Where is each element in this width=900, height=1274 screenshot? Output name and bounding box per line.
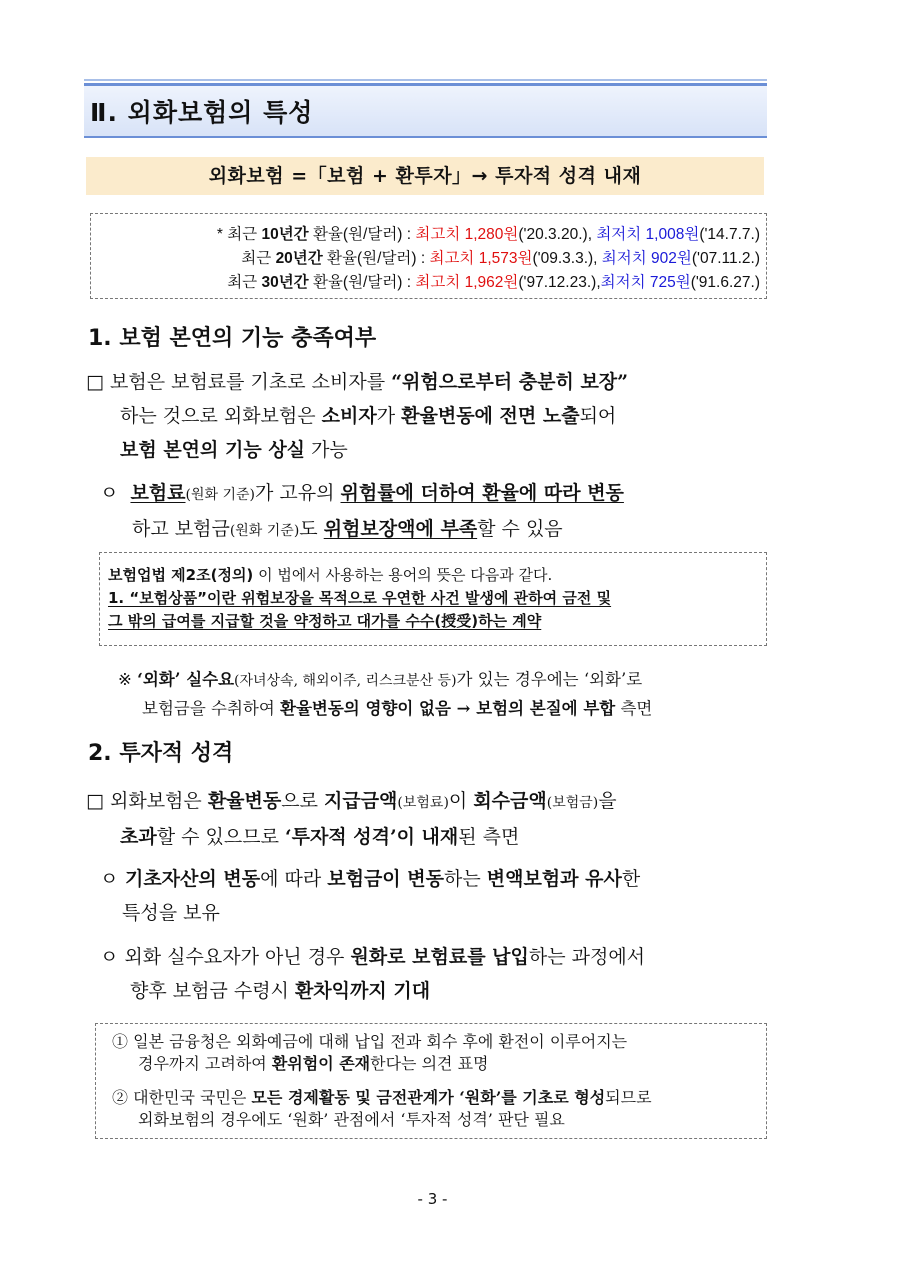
text: 이 [448, 790, 474, 812]
rate-line-10y [217, 222, 760, 244]
s2-paragraph-1 [86, 784, 617, 854]
text: 하는 과정에서 [528, 946, 646, 968]
bullet-circle-icon: ㅇ [100, 868, 119, 890]
rate-unit: 환율(원/달러) : [322, 250, 430, 267]
rate-period: 10년간 [261, 226, 309, 243]
text: 특성을 보유 [122, 902, 220, 924]
bold-text: 위험보장액에 부족 [323, 518, 478, 540]
bold-text: ‘투자적 성격’이 내재 [284, 826, 459, 848]
rate-high: 최고치 1,573원 [429, 250, 533, 267]
checkbox-square-icon: □ [86, 371, 104, 393]
rate-period: 30년간 [261, 274, 309, 291]
text: 보험은 보험료를 기초로 소비자를 [103, 371, 392, 393]
text: 하는 [443, 868, 487, 890]
text: 에 따라 [260, 868, 328, 890]
circled-number-icon: ② [112, 1088, 129, 1107]
s1-note [118, 666, 652, 723]
small-text: (보험금) [546, 795, 599, 811]
text: 된 측면 [458, 826, 520, 848]
bullet-circle-icon: ㅇ [100, 946, 119, 968]
bold-text: 기초자산의 변동 [118, 868, 261, 890]
law-title: 보험업법 제2조(정의) [108, 566, 254, 584]
text: 경우까지 고려하여 [138, 1054, 272, 1073]
bold-text: 보험료 [130, 482, 186, 504]
text: 대한민국 국민은 [128, 1088, 252, 1107]
text: 외화보험은 [103, 790, 208, 812]
exchange-rate-box [90, 213, 767, 299]
bold-text: 지급금액 [323, 790, 398, 812]
section-title: Ⅱ. 외화보험의 특성 [90, 98, 314, 127]
text: 향후 보험금 수령시 [130, 980, 295, 1002]
rate-low: 최저치 725원 [600, 274, 691, 291]
bold-text: 원화로 보험료를 납입 [350, 946, 529, 968]
text: 가 [376, 405, 402, 427]
text: 으로 [281, 790, 324, 812]
rate-high: 최고치 1,280원 [415, 226, 519, 243]
bold-text: 위험률에 더하여 환율에 따라 변동 [340, 482, 624, 504]
s2-paragraph-3 [100, 940, 645, 1008]
text: 되므로 [605, 1088, 652, 1107]
rate-high-date: ('20.3.20.), [518, 226, 597, 243]
small-text: (자녀상속, 해외이주, 리스크분산 등) [234, 673, 457, 689]
bold-text: 보험금이 변동 [327, 868, 444, 890]
law-text: 이 법에서 사용하는 용어의 뜻은 다음과 같다. [253, 566, 553, 584]
law-definition-line-1: 1. “보험상품”이란 위험보장을 목적으로 우연한 사건 발생에 관하여 금전 및 [108, 589, 612, 607]
rate-unit: 환율(원/달러) : [308, 274, 416, 291]
rate-line-30y [227, 270, 760, 292]
bold-text: 회수금액 [473, 790, 547, 812]
s2-paragraph-2 [100, 862, 640, 930]
rate-high: 최고치 1,962원 [415, 274, 519, 291]
rate-high-date: ('97.12.23.), [518, 274, 601, 291]
note-item-2 [112, 1087, 766, 1131]
law-excerpt-box [99, 552, 767, 646]
bullet-circle-icon: ㅇ [100, 482, 119, 504]
text: 한 [621, 868, 641, 890]
summary-bar: 외화보험 =「보험 + 환투자」→ 투자적 성격 내재 [86, 157, 764, 195]
bold-text: 환율변동 [207, 790, 282, 812]
small-text: (원화 기준) [229, 523, 300, 539]
rate-low-date: ('07.11.2.) [691, 250, 760, 267]
bold-text: 환율변동에 전면 노출 [401, 405, 580, 427]
rate-period: 20년간 [275, 250, 323, 267]
text: 한다는 의견 표명 [370, 1054, 489, 1073]
text: 할 수 있으므로 [156, 826, 285, 848]
text: 일본 금융청은 외화예금에 대해 납입 전과 회수 후에 환전이 이루어지는 [128, 1032, 628, 1051]
japan-korea-note-box [95, 1023, 767, 1139]
s1-paragraph-1 [86, 365, 628, 467]
rate-unit: 환율(원/달러) : [308, 226, 416, 243]
text: 하는 것으로 외화보험은 [120, 405, 322, 427]
text: 하고 보험금 [132, 518, 230, 540]
rate-prefix: * 최근 [216, 226, 262, 243]
checkbox-square-icon: □ [86, 790, 104, 812]
bold-text: 초과 [120, 826, 157, 848]
rate-low: 최저치 902원 [601, 250, 692, 267]
rate-high-date: ('09.3.3.), [532, 250, 602, 267]
bold-text: 보험 본연의 기능 상실 [120, 439, 306, 461]
section-header [84, 83, 767, 138]
text: 을 [598, 790, 617, 812]
bold-text: “위험으로부터 충분히 보장” [391, 371, 629, 393]
bold-text: 변액보험과 유사 [486, 868, 622, 890]
heading-1: 1. 보험 본연의 기능 충족여부 [88, 326, 377, 351]
bold-text: ‘외화’ 실수요 [137, 670, 235, 689]
s1-paragraph-2 [100, 476, 624, 548]
text: 되어 [579, 405, 617, 427]
circled-number-icon: ① [112, 1032, 129, 1051]
text: 가능 [305, 439, 348, 461]
text: 도 [299, 518, 324, 540]
page-number: - 3 - [417, 1190, 448, 1208]
text: 할 수 있음 [477, 518, 563, 540]
note-item-1 [112, 1031, 766, 1075]
law-definition-line-2: 그 밖의 급여를 지급할 것을 약정하고 대가를 수수(授受)하는 계약 [108, 612, 542, 630]
bold-text: 환율변동의 영향이 없음 → 보험의 본질에 부합 [280, 699, 616, 718]
bold-text: 환위험이 존재 [271, 1054, 371, 1073]
header-top-rule [84, 79, 767, 81]
rate-low-date: ('91.6.27.) [690, 274, 760, 291]
text: 가 있는 경우에는 ‘외화’로 [456, 670, 643, 689]
small-text: (보험료) [397, 795, 449, 811]
small-text: (원화 기준) [185, 487, 255, 503]
text: 가 고유의 [255, 482, 341, 504]
rate-line-20y [241, 246, 760, 268]
heading-2: 2. 투자적 성격 [88, 741, 234, 766]
reference-mark-icon: ※ [118, 670, 138, 689]
rate-prefix: 최근 [241, 250, 276, 267]
bold-text: 모든 경제활동 및 금전관계가 ‘원화’를 기초로 형성 [251, 1088, 606, 1107]
rate-prefix: 최근 [227, 274, 262, 291]
bold-text: 소비자 [321, 405, 377, 427]
text: 측면 [615, 699, 653, 718]
rate-low-date: ('14.7.7.) [699, 226, 760, 243]
rate-low: 최저치 1,008원 [596, 226, 700, 243]
text: 외화 실수요자가 아닌 경우 [118, 946, 351, 968]
bold-text: 환차익까지 기대 [294, 980, 431, 1002]
text: 외화보험의 경우에도 ‘원화’ 관점에서 ‘투자적 성격’ 판단 필요 [138, 1110, 565, 1129]
text: 보험금을 수취하여 [142, 699, 281, 718]
